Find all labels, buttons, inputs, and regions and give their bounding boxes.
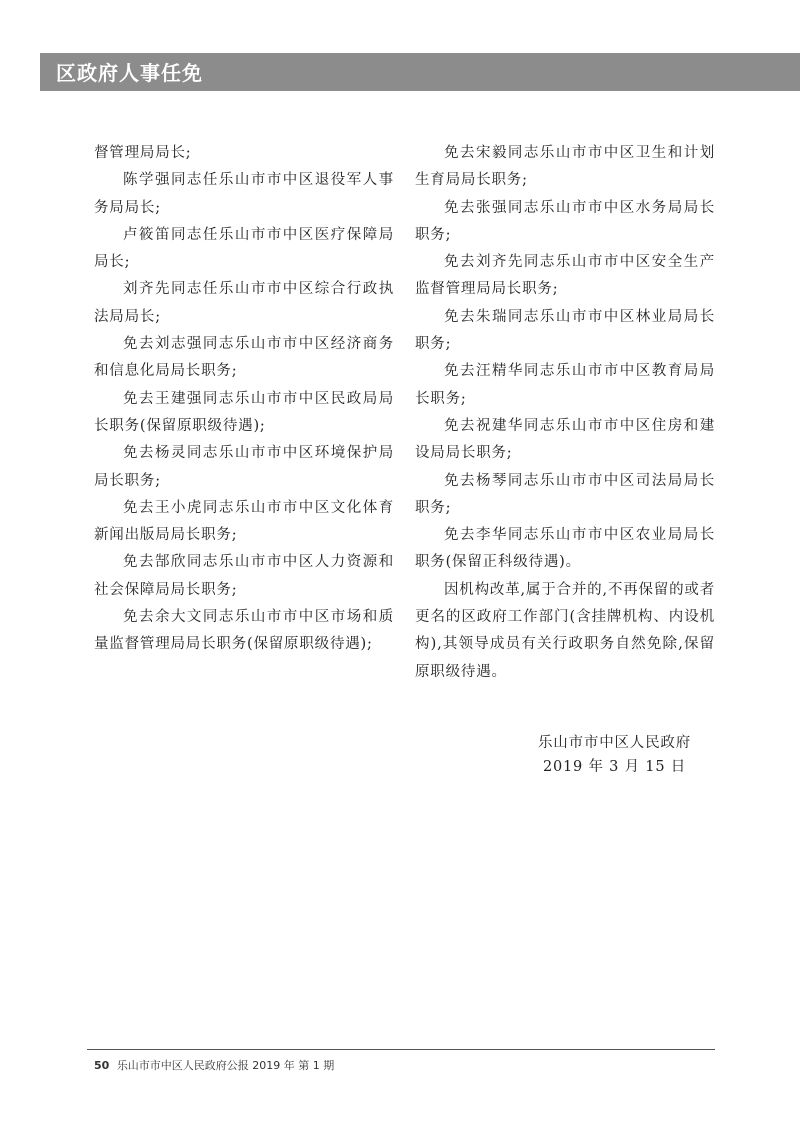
left-column [94,140,394,659]
paragraph: 刘齐先同志任乐山市市中区综合行政执法局局长; [94,281,394,325]
paragraph: 免去余大文同志乐山市市中区市场和质量监督管理局局长职务(保留原职级待遇); [94,609,394,653]
paragraph: 陈学强同志任乐山市市中区退役军人事务局局长; [94,172,394,216]
footer-divider [87,1049,715,1050]
right-column [415,140,715,686]
page-footer [94,1057,334,1073]
page-number: 50 [94,1059,110,1072]
paragraph: 卢筱笛同志任乐山市市中区医疗保障局局长; [94,226,394,271]
paragraph: 免去朱瑞同志乐山市市中区林业局局长职务; [415,308,715,353]
signature-block [538,731,691,779]
paragraph: 免去杨琴同志乐山市市中区司法局局长职务; [415,472,715,516]
paragraph: 免去郜欣同志乐山市市中区人力资源和社会保障局局长职务; [94,554,394,598]
paragraph: 免去李华同志乐山市市中区农业局局长职务(保留正科级待遇)。 [415,527,715,571]
paragraph: 免去祝建华同志乐山市市中区住房和建设局局长职务; [415,417,715,462]
paragraph: 督管理局局长; [94,145,192,161]
paragraph: 免去王小虎同志乐山市市中区文化体育新闻出版局局长职务; [94,499,394,544]
section-title: 区政府人事任免 [56,61,203,85]
paragraph: 免去刘志强同志乐山市市中区经济商务和信息化局局长职务; [94,336,394,380]
paragraph: 免去杨灵同志乐山市市中区环境保护局局长职务; [94,445,394,489]
paragraph: 免去汪精华同志乐山市市中区教育局局长职务; [415,363,715,407]
issuing-organization: 乐山市市中区人民政府 [538,735,691,751]
issue-date: 2019 年 3 月 15 日 [542,759,687,775]
paragraph: 免去张强同志乐山市市中区水务局局长职务; [415,199,715,243]
paragraph: 因机构改革,属于合并的,不再保留的或者更名的区政府工作部门(含挂牌机构、内设机构),其领导成员有关行政职务自然免除,保留原职级待遇。 [415,581,715,680]
paragraph: 免去刘齐先同志乐山市市中区安全生产监督管理局局长职务; [415,254,715,298]
paragraph: 免去王建强同志乐山市市中区民政局局长职务(保留原职级待遇); [94,390,394,434]
paragraph: 免去宋毅同志乐山市市中区卫生和计划生育局局长职务; [415,145,715,189]
publication-name: 乐山市市中区人民政府公报 2019 年 第 1 期 [116,1059,335,1072]
